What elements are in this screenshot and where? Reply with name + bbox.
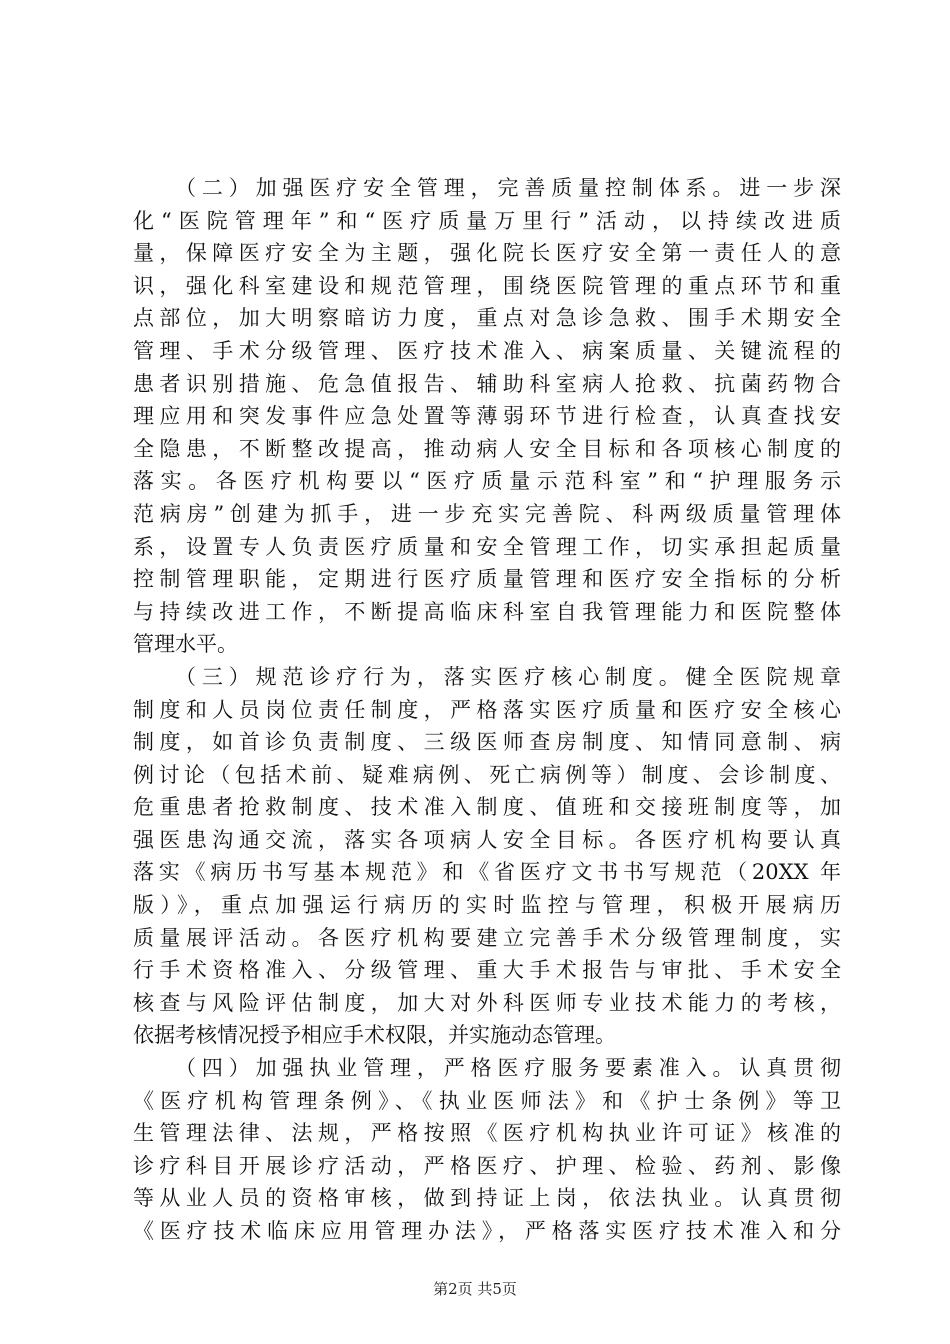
paragraph-line: 系，设置专人负责医疗质量和安全管理工作，切实承担起质量 — [133, 534, 841, 559]
paragraph-line: 识，强化科室建设和规范管理，围绕医院管理的重点环节和重 — [133, 273, 841, 298]
paragraph-line: 与持续改进工作，不断提高临床科室自我管理能力和医院整体 — [133, 599, 841, 624]
paragraph-line: 理应用和突发事件应急处置等薄弱环节进行检查，认真查找安 — [133, 404, 841, 429]
paragraph-line: 化“医院管理年”和“医疗质量万里行”活动，以持续改进质 — [133, 208, 841, 233]
page-number-footer: 第2页 共5页 — [433, 1280, 517, 1298]
paragraph-line: 量，保障医疗安全为主题，强化院长医疗安全第一责任人的意 — [133, 241, 841, 266]
paragraph-line: （三）规范诊疗行为，落实医疗核心制度。健全医院规章 — [175, 664, 841, 689]
paragraph-line: 制度，如首诊负责制度、三级医师查房制度、知情同意制、病 — [133, 730, 841, 755]
paragraph-line: 点部位，加大明察暗访力度，重点对急诊急救、围手术期安全 — [133, 306, 841, 331]
paragraph-line: 全隐患，不断整改提高，推动病人安全目标和各项核心制度的 — [133, 436, 841, 461]
paragraph-line: 患者识别措施、危急值报告、辅助科室病人抢救、抗菌药物合 — [133, 371, 841, 396]
body-text — [133, 172, 841, 1248]
paragraph-line: 《医疗机构管理条例》、《执业医师法》和《护士条例》等卫 — [133, 1088, 841, 1113]
paragraph-line: 危重患者抢救制度、技术准入制度、值班和交接班制度等，加 — [133, 795, 841, 820]
paragraph-line: 控制管理职能，定期进行医疗质量管理和医疗安全指标的分析 — [133, 567, 841, 592]
paragraph-line: 诊疗科目开展诊疗活动，严格医疗、护理、检验、药剂、影像 — [133, 1153, 841, 1178]
paragraph-line: 依据考核情况授予相应手术权限，并实施动态管理。 — [133, 1023, 616, 1048]
paragraph-line: 生管理法律、法规，严格按照《医疗机构执业许可证》核准的 — [133, 1121, 841, 1146]
paragraph-line: 《医疗技术临床应用管理办法》，严格落实医疗技术准入和分 — [133, 1219, 841, 1243]
paragraph-line: （二）加强医疗安全管理，完善质量控制体系。进一步深 — [175, 176, 841, 200]
paragraph-line: 管理水平。 — [133, 632, 238, 657]
paragraph-line: 行手术资格准入、分级管理、重大手术报告与审批、手术安全 — [133, 958, 841, 983]
paragraph-line: 等从业人员的资格审核，做到持证上岗，依法执业。认真贯彻 — [133, 1186, 841, 1211]
paragraph-line: （四）加强执业管理，严格医疗服务要素准入。认真贯彻 — [175, 1056, 841, 1081]
paragraph-line: 落实《病历书写基本规范》和《省医疗文书书写规范（20XX 年 — [133, 860, 841, 885]
paragraph-line: 例讨论（包括术前、疑难病例、死亡病例等）制度、会诊制度、 — [133, 762, 841, 787]
paragraph-line: 落实。各医疗机构要以“医疗质量示范科室”和“护理服务示 — [133, 469, 841, 494]
paragraph-line: 范病房”创建为抓手，进一步充实完善院、科两级质量管理体 — [133, 501, 841, 526]
paragraph-line: 版）》，重点加强运行病历的实时监控与管理，积极开展病历 — [133, 893, 841, 918]
paragraph-line: 核查与风险评估制度，加大对外科医师专业技术能力的考核， — [133, 990, 841, 1015]
paragraph-line: 管理、手术分级管理、医疗技术准入、病案质量、关键流程的 — [133, 338, 841, 363]
paragraph-line: 强医患沟通交流，落实各项病人安全目标。各医疗机构要认真 — [133, 827, 841, 852]
paragraph-line: 制度和人员岗位责任制度，严格落实医疗质量和医疗安全核心 — [133, 697, 841, 722]
paragraph-line: 质量展评活动。各医疗机构要建立完善手术分级管理制度，实 — [133, 925, 841, 950]
